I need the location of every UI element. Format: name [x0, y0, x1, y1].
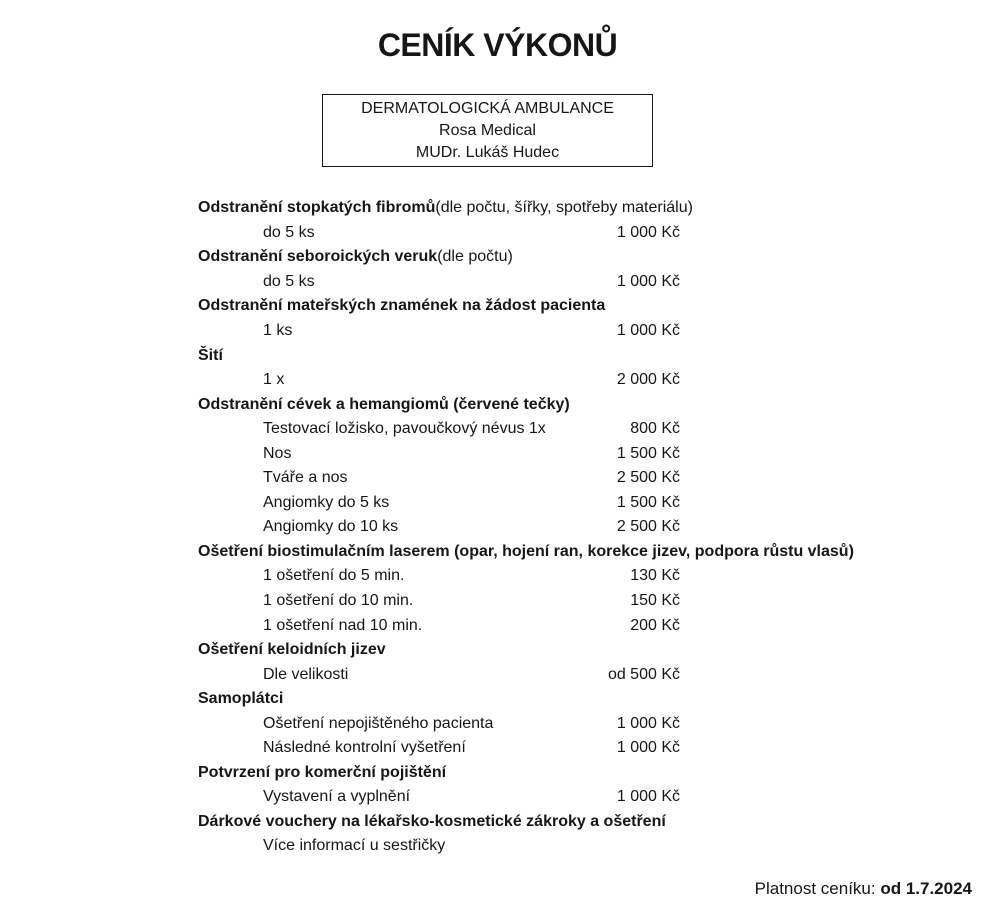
- item-price: od 500 Kč: [607, 665, 680, 683]
- item-label: Nos: [263, 444, 292, 462]
- section-row: [198, 196, 693, 221]
- section-row: [198, 343, 680, 368]
- section-note: (dle počtu, šířky, spotřeby materiálu): [435, 199, 693, 217]
- item-row: [198, 466, 680, 491]
- item-row: [198, 221, 680, 246]
- validity-note: [755, 879, 972, 899]
- section-row: [198, 761, 680, 786]
- item-row: [198, 589, 680, 614]
- item-price: 200 Kč: [630, 616, 680, 634]
- item-price: 1 000 Kč: [616, 714, 680, 732]
- item-label: Ošetření nepojištěného pacienta: [263, 714, 494, 732]
- item-price: 1 000 Kč: [616, 223, 680, 241]
- section-title: Odstranění cévek a hemangiomů (červené tečky): [198, 395, 570, 413]
- item-row: [198, 515, 680, 540]
- item-price: 1 000 Kč: [616, 788, 680, 806]
- item-label: do 5 ks: [263, 223, 315, 241]
- section-title: Odstranění stopkatých fibromů: [198, 199, 436, 217]
- item-row: [198, 270, 680, 295]
- clinic-name: Rosa Medical: [439, 122, 536, 139]
- section-row: [198, 245, 680, 270]
- item-label: 1 x: [263, 371, 285, 389]
- clinic-doctor: MUDr. Lukáš Hudec: [415, 144, 560, 161]
- validity-label: Platnost ceníku:: [754, 879, 881, 898]
- section-row: [198, 638, 680, 663]
- item-price: 1 500 Kč: [616, 493, 680, 511]
- item-price: 800 Kč: [630, 420, 680, 438]
- item-row: [198, 319, 680, 344]
- item-price: 2 500 Kč: [616, 518, 680, 536]
- item-price: 130 Kč: [630, 567, 680, 585]
- item-label: 1 ošetření do 5 min.: [263, 567, 405, 585]
- item-price: 2 500 Kč: [616, 469, 680, 487]
- item-row: [198, 491, 680, 516]
- item-label: Angiomky do 10 ks: [263, 518, 399, 536]
- section-row: [198, 294, 680, 319]
- item-label: Testovací ložisko, pavoučkový névus 1x: [263, 420, 546, 438]
- item-row: [198, 736, 680, 761]
- item-label: Následné kontrolní vyšetření: [263, 739, 466, 757]
- section-note: (dle počtu): [437, 248, 513, 266]
- section-title: Odstranění mateřských znamének na žádost pacienta: [198, 297, 606, 315]
- item-label: 1 ošetření nad 10 min.: [263, 616, 423, 634]
- item-price: 1 000 Kč: [616, 322, 680, 339]
- section-row: [198, 540, 854, 565]
- validity-date: od 1.7.2024: [880, 879, 972, 898]
- item-label: Angiomky do 5 ks: [263, 493, 390, 511]
- price-list: [198, 196, 854, 859]
- item-price: 150 Kč: [630, 592, 680, 610]
- section-title: Potvrzení pro komerční pojištění: [198, 763, 447, 781]
- item-label: Vystavení a vyplnění: [263, 788, 411, 806]
- clinic-info-box: [322, 94, 653, 167]
- section-row: [198, 392, 680, 417]
- item-row: [198, 785, 680, 810]
- item-row: [198, 441, 680, 466]
- item-price: 1 500 Kč: [616, 444, 680, 462]
- section-title: Ošetření biostimulačním laserem (opar, hojení ran, korekce jizev, podpora růstu vlasů): [198, 542, 854, 560]
- item-row: [198, 834, 680, 859]
- item-row: [198, 711, 680, 736]
- item-label: Dle velikosti: [263, 665, 349, 683]
- section-title: Samoplátci: [198, 690, 284, 708]
- item-row: [198, 564, 680, 589]
- item-row: [198, 662, 680, 687]
- item-label: Více informací u sestřičky: [263, 837, 446, 855]
- item-price: 1 000 Kč: [616, 272, 680, 290]
- section-title: Dárkové vouchery na lékařsko-kosmetické zákroky a ošetření: [198, 812, 666, 830]
- section-title: Odstranění seboroických veruk: [198, 248, 438, 266]
- item-label: 1 ošetření do 10 min.: [263, 592, 414, 610]
- item-label: 1 ks: [263, 322, 293, 339]
- section-row: [198, 810, 680, 835]
- section-row: [198, 687, 680, 712]
- item-row: [198, 368, 680, 393]
- item-label: Tváře a nos: [263, 469, 348, 487]
- item-row: [198, 613, 680, 638]
- page-title: CENÍK VÝKONŮ: [377, 27, 618, 63]
- section-title: Šití: [198, 346, 223, 364]
- item-price: 2 000 Kč: [616, 371, 680, 389]
- item-row: [198, 417, 680, 442]
- section-title: Ošetření keloidních jizev: [198, 641, 386, 659]
- item-label: do 5 ks: [263, 272, 315, 290]
- clinic-type: DERMATOLOGICKÁ AMBULANCE: [361, 100, 614, 117]
- item-price: 1 000 Kč: [616, 739, 680, 757]
